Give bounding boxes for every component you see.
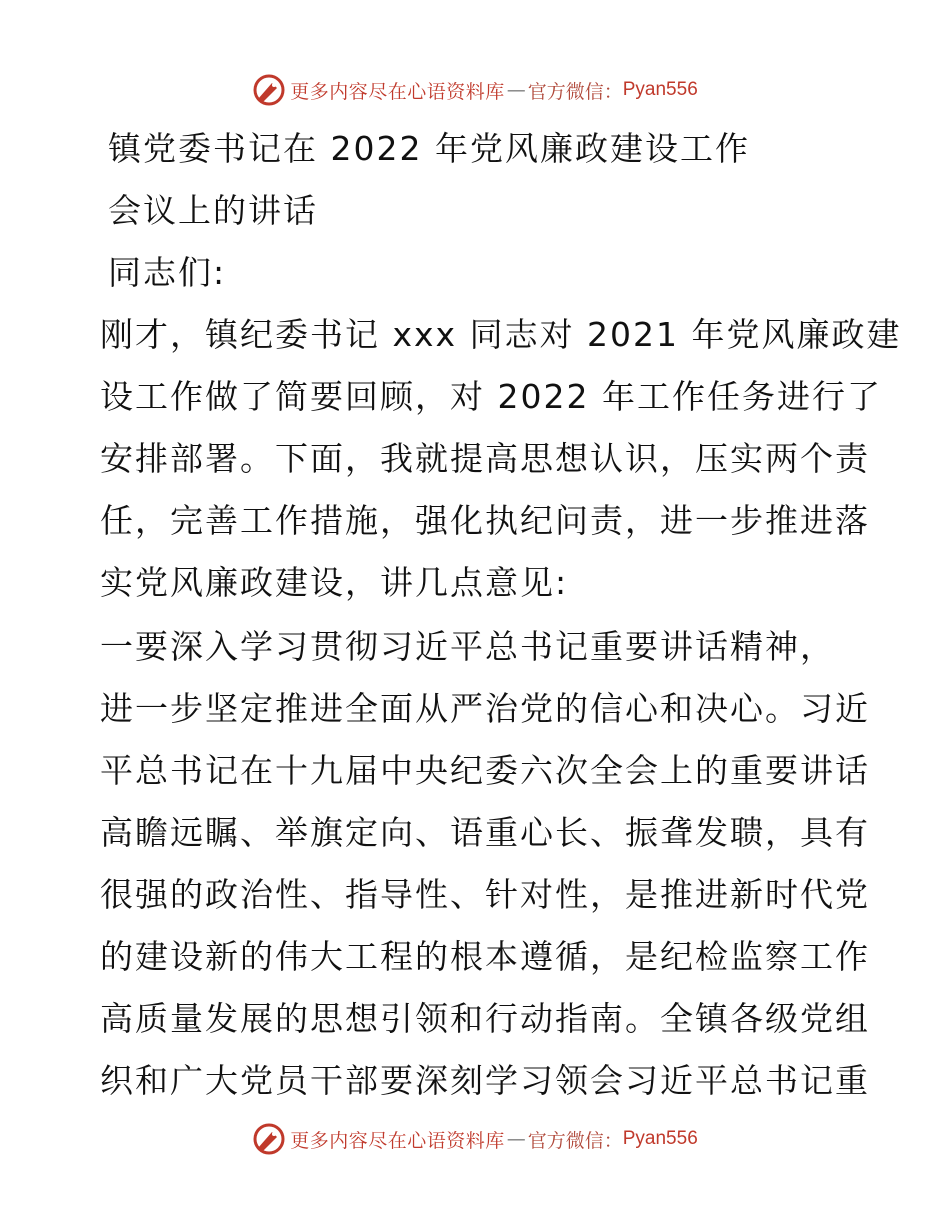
watermark-wechat-label: 官方微信： xyxy=(527,1129,623,1152)
paragraph-line: 织和广大党员干部要深刻学习领会习近平总书记重 xyxy=(100,1061,870,1100)
watermark-header xyxy=(0,70,950,110)
watermark-text: 更多内容尽在心语资料库 xyxy=(290,1129,505,1152)
watermark-text: 更多内容尽在心语资料库 xyxy=(290,80,505,103)
paragraph-line: 一要深入学习贯彻习近平总书记重要讲话精神， xyxy=(100,627,835,666)
watermark-wechat-id: Pyan556 xyxy=(622,1128,698,1149)
paragraph-line: 平总书记在十九届中央纪委六次全会上的重要讲话 xyxy=(100,751,870,790)
watermark-separator: — xyxy=(506,79,526,101)
document-title-line-1: 镇党委书记在 2022 年党风廉政建设工作 xyxy=(108,129,750,168)
salutation: 同志们: xyxy=(108,253,227,292)
document-body xyxy=(100,118,902,1112)
watermark-separator: — xyxy=(506,1128,526,1150)
paragraph-2 xyxy=(100,616,870,1112)
paragraph-line: 高质量发展的思想引领和行动指南。全镇各级党组 xyxy=(100,999,870,1038)
paragraph-1 xyxy=(100,304,902,614)
paragraph-line: 任，完善工作措施，强化执纪问责，进一步推进落 xyxy=(100,501,870,540)
watermark-wechat-label: 官方微信： xyxy=(527,80,623,103)
watermark-wechat-id: Pyan556 xyxy=(622,79,698,100)
paragraph-line: 安排部署。下面，我就提高思想认识，压实两个责 xyxy=(100,439,870,478)
paragraph-line: 高瞻远瞩、举旗定向、语重心长、振聋发聩，具有 xyxy=(100,813,870,852)
paragraph-line: 很强的政治性、指导性、针对性，是推进新时代党 xyxy=(100,875,870,914)
paragraph-line: 实党风廉政建设，讲几点意见: xyxy=(100,563,569,602)
pen-nib-logo-icon xyxy=(252,73,286,107)
watermark-footer xyxy=(0,1119,950,1159)
pen-nib-logo-icon xyxy=(252,1122,286,1156)
paragraph-line: 进一步坚定推进全面从严治党的信心和决心。习近 xyxy=(100,689,870,728)
paragraph-line: 设工作做了简要回顾，对 2022 年工作任务进行了 xyxy=(100,377,882,416)
document-title-line-2: 会议上的讲话 xyxy=(108,191,318,230)
paragraph-line: 的建设新的伟大工程的根本遵循，是纪检监察工作 xyxy=(100,937,870,976)
paragraph-line: 刚才，镇纪委书记 xxx 同志对 2021 年党风廉政建 xyxy=(100,315,902,354)
